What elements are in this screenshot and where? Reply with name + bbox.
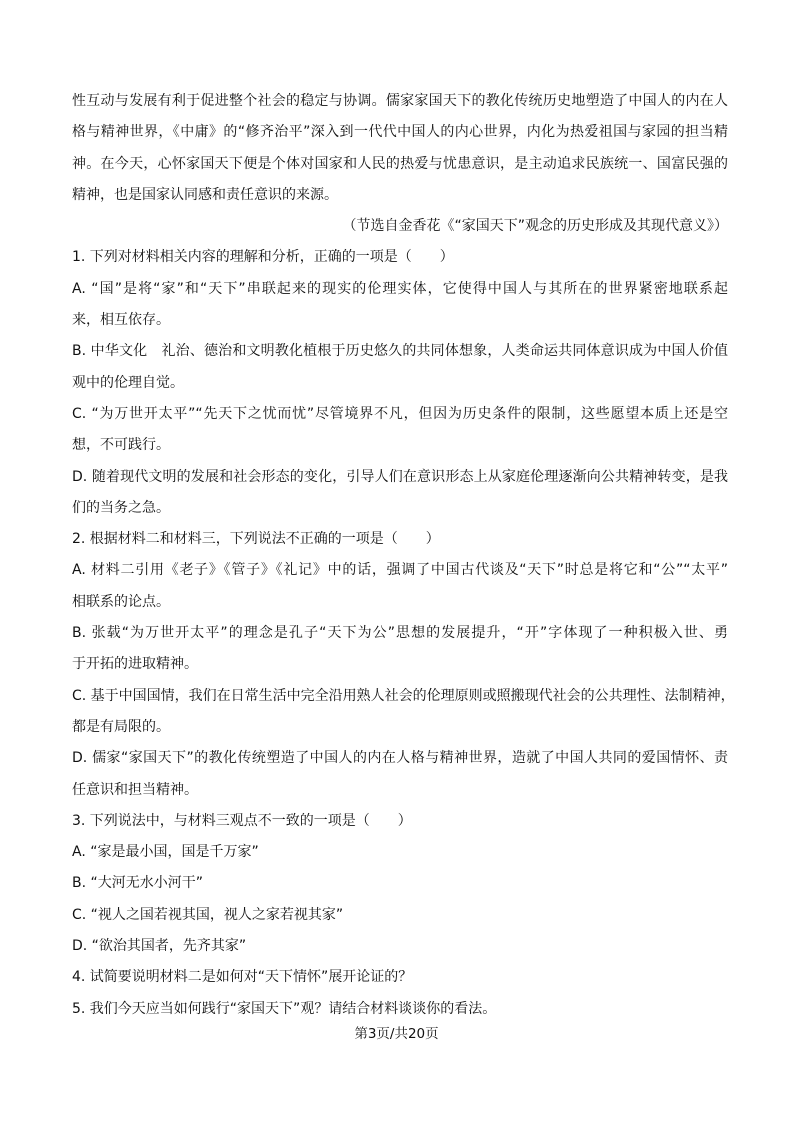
- passage-line: 性互动与发展有利于促进整个社会的稳定与协调。儒家家国天下的教化传统历史地塑造了中国人的内在人: [72, 93, 728, 109]
- option-a: A. 材料二引用《老子》《管子》《礼记》中的话，强调了中国古代谈及“天下”时总是将它和“公”“太平”: [72, 562, 728, 579]
- question-stem: 1. 下列对材料相关内容的理解和分析，正确的一项是（ ）: [72, 249, 454, 266]
- question-list: [72, 242, 735, 1024]
- question-stem: 2. 根据材料二和材料三，下列说法不正确的一项是（ ）: [72, 531, 440, 548]
- question-2: [72, 524, 735, 806]
- question-stem: 3. 下列说法中，与材料三观点不一致的一项是（ ）: [72, 812, 412, 829]
- option-b: B. “大河无水小河干”: [72, 875, 204, 892]
- passage-line: 格与精神世界，《中庸》的“修齐治平”深入到一代代中国人的内心世界，内化为热爱祖国与家园的担当精: [72, 124, 728, 141]
- option-b: 观中的伦理自觉。: [72, 374, 184, 391]
- option-c: 想，不可践行。: [72, 437, 170, 454]
- option-d: 任意识和担当精神。: [72, 781, 198, 798]
- option-c: 都是有局限的。: [72, 718, 170, 735]
- option-d: D. 随着现代文明的发展和社会形态的变化，引导人们在意识形态上从家庭伦理逐渐向公共精神转变，是我: [72, 468, 728, 485]
- passage-source: （节选自金香花《“家国天下”观念的历史形成及其现代意义》）: [342, 218, 728, 235]
- option-d: 们的当务之急。: [72, 499, 170, 516]
- question-4: [72, 962, 728, 993]
- option-c: C. 基于中国国情，我们在日常生活中完全沿用熟人社会的伦理原则或照搬现代社会的公共理性、法制精神，: [72, 687, 735, 704]
- option-a: 来，相互依存。: [72, 312, 170, 329]
- page-number: 第3页/共20页: [354, 1026, 439, 1042]
- option-b: B. 中华文化 礼治、德治和文明教化植根于历史悠久的共同体想象，人类命运共同体意识成为中国人价值: [72, 343, 728, 360]
- document-body: [72, 86, 735, 1025]
- passage-line: 精神，也是国家认同感和责任意识的来源。: [72, 186, 338, 203]
- passage-line: 神。在今天，心怀家国天下便是个体对国家和人民的热爱与忧患意识，是主动追求民族统一、国富民强的: [72, 155, 728, 172]
- option-b: B. 张载“为万世开太平”的理念是孔子“天下为公”思想的发展提升，“开”字体现了一种积极入世、勇: [72, 625, 728, 642]
- option-c: C. “为万世开太平”“先天下之忧而忧”尽管境界不凡，但因为历史条件的限制，这些愿望本质上还是空: [72, 405, 728, 422]
- option-a: 相联系的论点。: [72, 593, 170, 610]
- passage: [72, 86, 728, 242]
- option-d: D. 儒家“家国天下”的教化传统塑造了中国人的内在人格与精神世界，造就了中国人共同的爱国情怀、责: [72, 750, 728, 767]
- question-3: [72, 806, 728, 962]
- option-d: D. “欲治其国者，先齐其家”: [72, 938, 247, 955]
- option-b: 于开拓的进取精神。: [72, 656, 198, 673]
- option-a: A. “国”是将“家”和“天下”串联起来的现实的伦理实体，它使得中国人与其所在的世界紧密地联系起: [72, 280, 728, 297]
- question-1: [72, 242, 728, 524]
- question-5: [72, 994, 728, 1025]
- question-stem: 5. 我们今天应当如何践行“家国天下”观？请结合材料谈谈你的看法。: [72, 1000, 497, 1017]
- option-a: A. “家是最小国，国是千万家”: [72, 844, 259, 861]
- question-stem: 4. 试简要说明材料二是如何对“天下情怀”展开论证的？: [72, 969, 413, 986]
- option-c: C. “视人之国若视其国，视人之家若视其家”: [72, 906, 344, 923]
